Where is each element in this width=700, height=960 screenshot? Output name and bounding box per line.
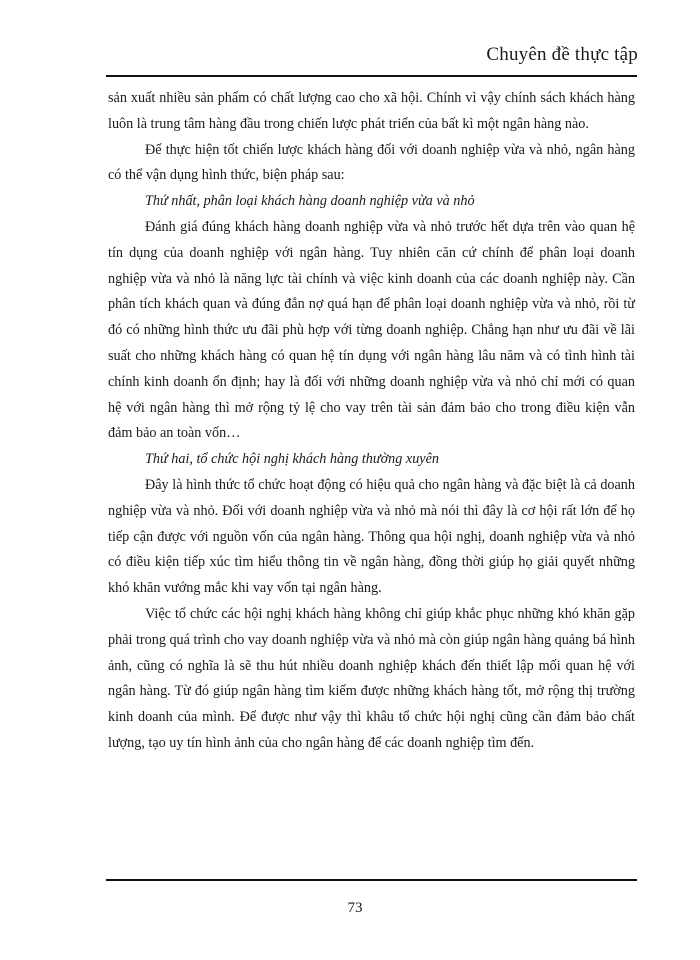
paragraph: Đánh giá đúng khách hàng doanh nghiệp vừa và nhỏ trước hết dựa trên vào quan hệ tín dụng của doanh nghiệp với ngân hàng. Tuy nhiên căn cứ chính để phân loại doanh nghiệp vừa và nhỏ là năng lực tài chính và việc kinh doanh của các doanh nghiệp này. Cần phân tích khách quan và đúng đắn nợ quá hạn để phân loại doanh nghiệp vừa và nhỏ, rồi từ đó có những hình thức ưu đãi phù hợp với từng doanh nghiệp. Chẳng hạn như ưu đãi về lãi suất cho những khách hàng có quan hệ tín dụng với ngân hàng lâu năm và có tình hình tài chính kinh doanh ổn định; hay là đối với những doanh nghiệp vừa và nhỏ chỉ mới có quan hệ với ngân hàng thì mở rộng tỷ lệ cho vay trên tài sản đảm bảo cho trong điều kiện vẫn đảm bảo an toàn vốn… xyxy=(108,218,635,442)
paragraph-continuation: sản xuất nhiều sản phẩm có chất lượng cao cho xã hội. Chính vì vậy chính sách khách hàng luôn là trung tâm hàng đầu trong chiến lược phát triển của bất kì một ngân hàng nào. xyxy=(108,90,635,132)
page-number: 73 xyxy=(347,900,363,916)
section-heading: Thứ nhất, phân loại khách hàng doanh nghiệp vừa và nhỏ xyxy=(145,193,475,210)
section-heading: Thứ hai, tổ chức hội nghị khách hàng thường xuyên xyxy=(145,451,439,468)
paragraph: Việc tổ chức các hội nghị khách hàng không chỉ giúp khắc phục những khó khăn gặp phải trong quá trình cho vay doanh nghiệp vừa và nhỏ mà còn giúp ngân hàng quảng bá hình ảnh, cũng có nghĩa là sẽ thu hút nhiều doanh nghiệp khách đến thiết lập mối quan hệ với ngân hàng. Từ đó giúp ngân hàng tìm kiếm được những khách hàng tốt, mở rộng thị trường kinh doanh của mình. Để được như vậy thì khâu tổ chức hội nghị cũng cần đảm bảo chất lượng, tạo uy tín hình ảnh của cho ngân hàng để các doanh nghiệp tìm đến. xyxy=(108,605,635,751)
header-rule xyxy=(106,75,637,77)
body-text xyxy=(108,86,635,757)
footer-rule xyxy=(106,879,637,881)
paragraph: Đây là hình thức tổ chức hoạt động có hiệu quả cho ngân hàng và đặc biệt là cả doanh nghiệp vừa và nhỏ. Đối với doanh nghiệp vừa và nhỏ mà nói thì đây là cơ hội rất lớn để họ tiếp cận được với nguồn vốn của ngân hàng. Thông qua hội nghị, doanh nghiệp vừa và nhỏ có điều kiện tiếp xúc tìm hiểu thông tin về ngân hàng, đồng thời giúp họ giải quyết những khó khăn vướng mắc khi vay vốn tại ngân hàng. xyxy=(108,476,635,597)
paragraph: Để thực hiện tốt chiến lược khách hàng đối với doanh nghiệp vừa và nhỏ, ngân hàng có thể vận dụng hình thức, biện pháp sau: xyxy=(108,141,635,184)
header-title: Chuyên đề thực tập xyxy=(486,44,638,65)
